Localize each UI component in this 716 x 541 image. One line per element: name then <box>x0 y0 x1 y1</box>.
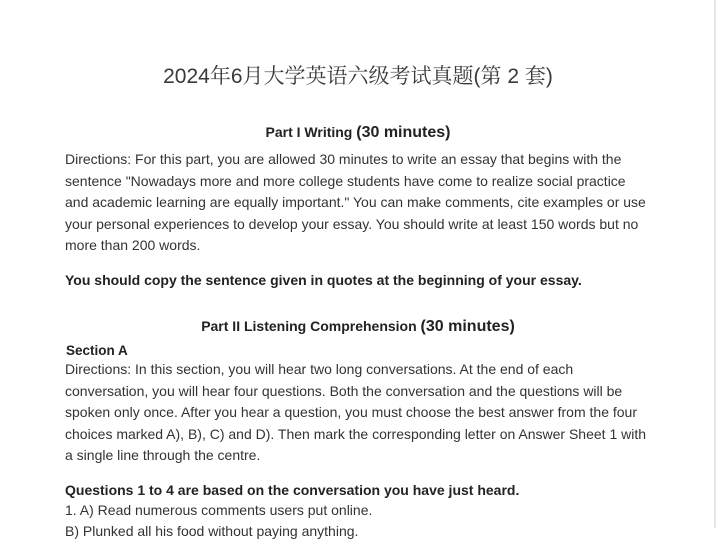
part1-heading <box>65 122 651 143</box>
part1-heading-text: Part I Writing <box>265 124 357 140</box>
part2-directions: Directions: In this section, you will hear two long conversations. At the end of each conversation, you will hear four questions. Both the conversation and the questions will be spoken only once. After you hear a question, you must choose the best answer from the four choices marked A), B), C) and D). Then mark the corresponding letter on Answer Sheet 1 with a single line through the centre. <box>65 361 647 463</box>
section-a-label: Section A <box>66 343 128 358</box>
question-1-option-b: B) Plunked all his food without paying anything. <box>65 523 359 539</box>
part2-heading <box>65 316 651 337</box>
part2-heading-time: (30 minutes) <box>420 318 515 335</box>
questions-heading: Questions 1 to 4 are based on the conversation you have just heard. <box>65 482 520 498</box>
part1-directions: Directions: For this part, you are allowed 30 minutes to write an essay that begins with the sentence "Nowadays more and more college students have come to realize social practice and academic learning are equally important." You can make comments, cite examples or use your personal experiences to develop your essay. You should write at least 150 words but no more than 200 words. <box>65 151 646 253</box>
part1-heading-time: (30 minutes) <box>356 124 451 141</box>
part2-heading-text: Part II Listening Comprehension <box>201 318 421 334</box>
part1-instruction: You should copy the sentence given in quotes at the beginning of your essay. <box>65 272 582 288</box>
question-1-option-a: 1. A) Read numerous comments users put online. <box>65 502 373 518</box>
document-title: 2024年6月大学英语六级考试真题(第 2 套) <box>163 65 553 88</box>
